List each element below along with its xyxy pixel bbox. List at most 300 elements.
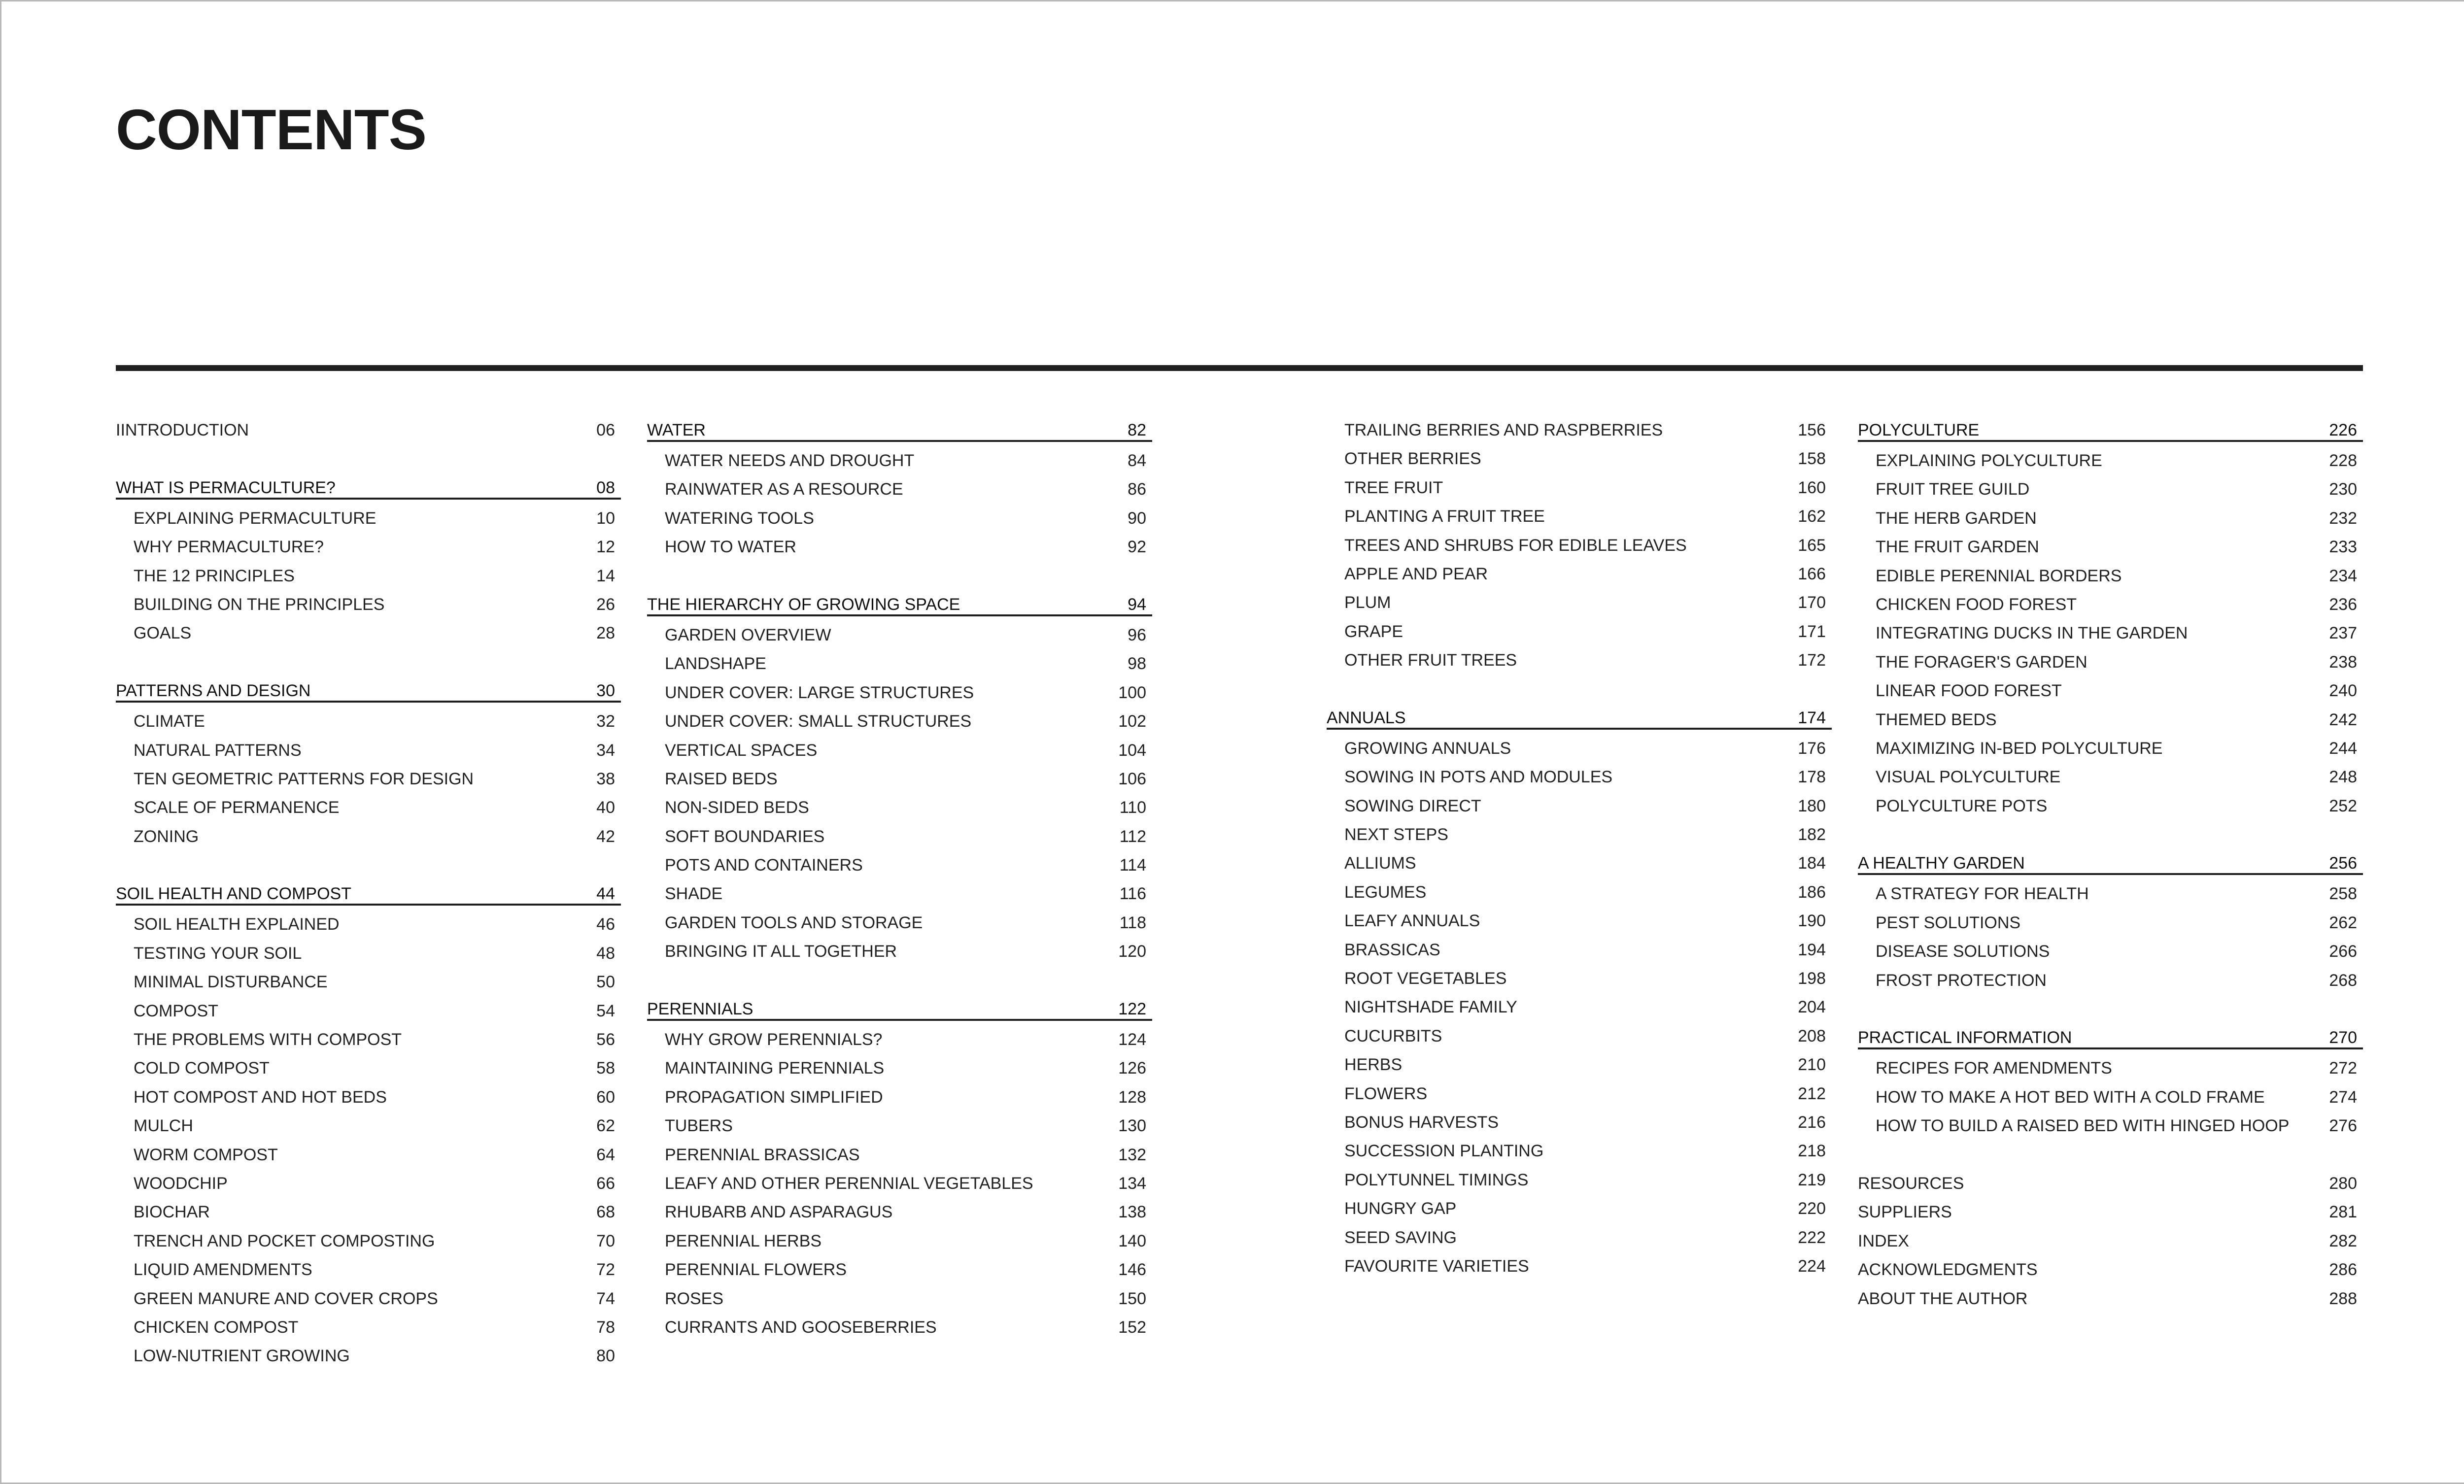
toc-page-number: 40: [596, 798, 615, 817]
toc-entry[interactable]: [1858, 621, 2363, 649]
toc-page-number: 86: [1128, 480, 1146, 499]
toc-entry[interactable]: [647, 767, 1152, 795]
toc-entry[interactable]: [116, 824, 621, 853]
toc-entry[interactable]: [1327, 1225, 1832, 1254]
toc-entry[interactable]: [1327, 1024, 1832, 1052]
toc-entry-title: GROWING ANNUALS: [1344, 739, 1511, 758]
title-divider: [116, 365, 2363, 371]
toc-entry-title: BIOCHAR: [134, 1203, 210, 1222]
toc-section-heading[interactable]: [1858, 418, 2363, 442]
toc-page-number: 114: [1119, 856, 1146, 875]
toc-entry[interactable]: [116, 970, 621, 998]
toc-entry[interactable]: [647, 1056, 1152, 1084]
toc-page-number: 165: [1798, 536, 1826, 555]
section-spacer: [647, 968, 1152, 997]
toc-entry[interactable]: [1327, 765, 1832, 793]
section-spacer: [116, 446, 621, 475]
toc-entry[interactable]: [647, 1200, 1152, 1228]
toc-entry[interactable]: [1327, 562, 1832, 590]
toc-column-1: [116, 418, 621, 1373]
toc-entry[interactable]: [1327, 1168, 1832, 1196]
toc-entry-title: WOODCHIP: [134, 1174, 228, 1193]
toc-entry-title: SOIL HEALTH EXPLAINED: [134, 915, 340, 934]
toc-page-number: 236: [2329, 595, 2357, 614]
toc-page-number: 208: [1798, 1026, 1826, 1046]
toc-entry-title: EDIBLE PERENNIAL BORDERS: [1876, 566, 2122, 585]
toc-entry[interactable]: [1858, 794, 2363, 822]
toc-entry[interactable]: [1858, 968, 2363, 997]
toc-entry-title: LIQUID AMENDMENTS: [134, 1260, 312, 1280]
toc-page-number: 230: [2329, 480, 2357, 499]
toc-entry[interactable]: [1858, 765, 2363, 793]
toc-entry[interactable]: [116, 912, 621, 941]
toc-entry-title: NON-SIDED BEDS: [665, 798, 809, 817]
toc-entry-title: RHUBARB AND ASPARAGUS: [665, 1203, 893, 1222]
toc-entry[interactable]: [647, 853, 1152, 881]
toc-entry-title: INDEX: [1858, 1231, 1909, 1250]
toc-entry[interactable]: [1858, 736, 2363, 765]
toc-page-number: 70: [596, 1231, 615, 1250]
toc-entry[interactable]: [1327, 1081, 1832, 1110]
toc-page-number: 12: [596, 538, 615, 557]
toc-page-number: 84: [1128, 451, 1146, 470]
toc-page-number: 94: [1128, 595, 1146, 614]
toc-entry[interactable]: [116, 1085, 621, 1113]
toc-entry[interactable]: [116, 1229, 621, 1257]
toc-entry[interactable]: [116, 767, 621, 795]
toc-page-number: 248: [2329, 768, 2357, 787]
toc-page-number: 50: [596, 973, 615, 992]
section-spacer: [1858, 1143, 2363, 1171]
toc-entry[interactable]: [1327, 938, 1832, 966]
toc-entry-title: LOW-NUTRIENT GROWING: [134, 1347, 350, 1366]
toc-top-level-entry[interactable]: [1858, 1257, 2363, 1286]
toc-entry[interactable]: [116, 564, 621, 592]
toc-page-number: 140: [1118, 1231, 1146, 1250]
toc-page-number: 226: [2329, 421, 2357, 439]
toc-entry-title: RESOURCES: [1858, 1174, 1964, 1193]
toc-page-number: 262: [2329, 913, 2357, 932]
toc-entry[interactable]: [116, 592, 621, 621]
toc-entry[interactable]: [116, 941, 621, 970]
toc-entry-title: WHY PERMACULTURE?: [134, 538, 324, 557]
toc-entry-title: TREES AND SHRUBS FOR EDIBLE LEAVES: [1344, 536, 1687, 555]
toc-entry-title: MULCH: [134, 1116, 193, 1136]
toc-entry-title: WHY GROW PERENNIALS?: [665, 1030, 883, 1049]
toc-page-number: 90: [1128, 508, 1146, 528]
toc-page-number: 44: [596, 884, 615, 904]
toc-entry[interactable]: [116, 535, 621, 563]
toc-page-number: 146: [1118, 1260, 1146, 1280]
toc-page-number: 218: [1798, 1142, 1826, 1161]
toc-entry-title: IINTRODUCTION: [116, 421, 249, 439]
toc-entry-title: HOW TO MAKE A HOT BED WITH A COLD FRAME: [1876, 1087, 2265, 1107]
toc-entry[interactable]: [647, 1315, 1152, 1344]
toc-entry-title: APPLE AND PEAR: [1344, 564, 1488, 583]
toc-page-number: 281: [2329, 1203, 2357, 1222]
toc-page-number: 72: [596, 1260, 615, 1280]
toc-page-number: 60: [596, 1087, 615, 1107]
toc-entry[interactable]: [116, 1286, 621, 1315]
toc-page-number: 10: [596, 508, 615, 528]
toc-page-number: 171: [1798, 622, 1826, 641]
toc-entry[interactable]: [1327, 880, 1832, 909]
toc-page-number: 30: [596, 681, 615, 701]
toc-page-number: 266: [2329, 942, 2357, 961]
toc-entry[interactable]: [116, 1171, 621, 1200]
toc-page-number: 38: [596, 769, 615, 788]
toc-page-number: 238: [2329, 652, 2357, 672]
toc-entry-title: SEED SAVING: [1344, 1228, 1457, 1247]
toc-page-number: 242: [2329, 710, 2357, 729]
toc-entry-title: BONUS HARVESTS: [1344, 1113, 1499, 1132]
toc-page-number: 66: [596, 1174, 615, 1193]
toc-entry-title: PERENNIALS: [647, 1000, 753, 1019]
toc-page-number: 106: [1118, 769, 1146, 788]
toc-section-heading[interactable]: [1858, 1025, 2363, 1049]
toc-entry[interactable]: [647, 651, 1152, 680]
toc-entry[interactable]: [647, 680, 1152, 709]
toc-entry[interactable]: [647, 623, 1152, 651]
toc-page-number: 276: [2329, 1116, 2357, 1136]
toc-entry[interactable]: [647, 506, 1152, 535]
toc-entry[interactable]: [1858, 911, 2363, 939]
toc-section-heading[interactable]: [1858, 851, 2363, 875]
toc-page-number: 110: [1119, 798, 1146, 817]
toc-entry-title: GREEN MANURE AND COVER CROPS: [134, 1289, 438, 1308]
toc-entry-title: POLYCULTURE POTS: [1876, 796, 2048, 815]
toc-entry-title: A STRATEGY FOR HEALTH: [1876, 884, 2089, 904]
toc-column-4: [1858, 418, 2363, 1315]
toc-entry[interactable]: [116, 1257, 621, 1286]
toc-column-2: [647, 418, 1152, 1344]
toc-entry[interactable]: [116, 621, 621, 649]
toc-entry[interactable]: [647, 738, 1152, 767]
toc-entry[interactable]: [116, 1113, 621, 1142]
toc-entry[interactable]: [1327, 995, 1832, 1023]
toc-page-number: 98: [1128, 654, 1146, 674]
toc-page-number: 232: [2329, 508, 2357, 528]
toc-entry-title: RAINWATER AS A RESOURCE: [665, 480, 903, 499]
toc-page-number: 234: [2329, 566, 2357, 585]
toc-entry[interactable]: [1858, 939, 2363, 968]
toc-page-number: 182: [1798, 825, 1826, 844]
toc-entry-title: UNDER COVER: LARGE STRUCTURES: [665, 683, 974, 702]
toc-entry-title: EXPLAINING POLYCULTURE: [1876, 451, 2102, 470]
toc-entry[interactable]: [1327, 822, 1832, 851]
toc-entry-title: GOALS: [134, 624, 192, 643]
toc-section-heading[interactable]: [647, 418, 1152, 442]
toc-page-number: 112: [1119, 827, 1146, 846]
toc-entry[interactable]: [116, 709, 621, 738]
toc-entry-title: PERENNIAL FLOWERS: [665, 1260, 847, 1280]
section-spacer: [116, 853, 621, 881]
toc-entry[interactable]: [116, 1315, 621, 1344]
toc-page-number: 282: [2329, 1231, 2357, 1250]
toc-entry[interactable]: [116, 999, 621, 1027]
toc-page-number: 280: [2329, 1174, 2357, 1193]
toc-entry-title: BRASSICAS: [1344, 940, 1440, 959]
toc-entry[interactable]: [1327, 1254, 1832, 1282]
toc-entry-title: HOT COMPOST AND HOT BEDS: [134, 1087, 387, 1107]
toc-entry[interactable]: [647, 709, 1152, 738]
toc-entry-title: ABOUT THE AUTHOR: [1858, 1289, 2028, 1308]
toc-page-number: 104: [1118, 741, 1146, 760]
toc-entry[interactable]: [1327, 504, 1832, 533]
toc-page-number: 06: [596, 421, 615, 439]
toc-top-level-entry[interactable]: [1858, 1286, 2363, 1315]
toc-section-heading[interactable]: [647, 592, 1152, 616]
toc-entry[interactable]: [647, 1085, 1152, 1113]
toc-entry-title: ZONING: [134, 827, 199, 846]
toc-page-number: 80: [596, 1347, 615, 1366]
toc-entry-title: ANNUALS: [1327, 708, 1406, 727]
toc-entry-title: SOWING DIRECT: [1344, 796, 1481, 815]
toc-page-number: 158: [1798, 449, 1826, 469]
toc-entry[interactable]: [1858, 1113, 2363, 1142]
toc-entry-title: THE FRUIT GARDEN: [1876, 538, 2039, 557]
toc-entry[interactable]: [1858, 448, 2363, 477]
toc-page-number: 54: [596, 1001, 615, 1020]
toc-entry[interactable]: [1327, 648, 1832, 676]
toc-entry[interactable]: [1327, 619, 1832, 648]
toc-page-number: 174: [1798, 708, 1826, 727]
toc-page-number: 180: [1798, 796, 1826, 815]
toc-entry[interactable]: [1858, 506, 2363, 535]
toc-entry[interactable]: [1327, 1196, 1832, 1225]
toc-page-number: 178: [1798, 768, 1826, 787]
toc-entry-title: LEGUMES: [1344, 882, 1427, 902]
toc-entry[interactable]: [1327, 418, 1832, 446]
toc-page-number: 152: [1118, 1317, 1146, 1337]
toc-entry-title: ALLIUMS: [1344, 854, 1416, 873]
toc-entry-title: NATURAL PATTERNS: [134, 741, 302, 760]
toc-entry-title: MINIMAL DISTURBANCE: [134, 973, 328, 992]
toc-section-heading[interactable]: [116, 475, 621, 500]
toc-entry-title: TUBERS: [665, 1116, 733, 1136]
toc-page-number: 28: [596, 624, 615, 643]
toc-page-number: 244: [2329, 739, 2357, 758]
toc-entry[interactable]: [116, 1344, 621, 1372]
toc-page-number: 122: [1118, 1000, 1146, 1019]
toc-entry[interactable]: [1858, 1085, 2363, 1113]
toc-entry[interactable]: [1858, 477, 2363, 506]
toc-entry[interactable]: [1327, 1110, 1832, 1139]
toc-page-number: 62: [596, 1116, 615, 1136]
toc-entry-title: THE HIERARCHY OF GROWING SPACE: [647, 595, 960, 614]
toc-page-number: 78: [596, 1317, 615, 1337]
toc-page-number: 138: [1118, 1203, 1146, 1222]
toc-entry-title: SCALE OF PERMANENCE: [134, 798, 340, 817]
toc-entry[interactable]: [116, 1143, 621, 1171]
toc-page-number: 58: [596, 1059, 615, 1078]
toc-page-number: 96: [1128, 625, 1146, 644]
toc-entry[interactable]: [647, 448, 1152, 477]
toc-entry-title: TRAILING BERRIES AND RASPBERRIES: [1344, 421, 1663, 439]
toc-entry-title: GARDEN TOOLS AND STORAGE: [665, 913, 923, 932]
toc-section-heading[interactable]: [116, 678, 621, 703]
toc-entry-title: THE 12 PRINCIPLES: [134, 566, 295, 585]
toc-entry-title: HUNGRY GAP: [1344, 1199, 1457, 1218]
toc-top-level-entry[interactable]: [116, 418, 621, 446]
toc-entry-title: COMPOST: [134, 1001, 218, 1020]
toc-page-number: 160: [1798, 478, 1826, 497]
toc-top-level-entry[interactable]: [1858, 1171, 2363, 1200]
toc-entry-title: BUILDING ON THE PRINCIPLES: [134, 595, 385, 614]
toc-entry[interactable]: [1858, 1056, 2363, 1084]
toc-page-number: 228: [2329, 451, 2357, 470]
toc-page-number: 184: [1798, 854, 1826, 873]
toc-entry[interactable]: [116, 1200, 621, 1228]
toc-page-number: 237: [2329, 624, 2357, 643]
toc-entry[interactable]: [1327, 590, 1832, 619]
toc-page-number: 258: [2329, 884, 2357, 904]
toc-page-number: 204: [1798, 998, 1826, 1017]
toc-page-number: 170: [1798, 593, 1826, 612]
toc-page-number: 124: [1118, 1030, 1146, 1049]
toc-entry[interactable]: [647, 1113, 1152, 1142]
toc-page-number: 198: [1798, 969, 1826, 988]
toc-entry[interactable]: [647, 535, 1152, 563]
toc-page-number: 286: [2329, 1260, 2357, 1280]
toc-entry[interactable]: [1858, 592, 2363, 621]
toc-entry[interactable]: [116, 1056, 621, 1084]
toc-entry-title: THE HERB GARDEN: [1876, 508, 2037, 528]
toc-entry[interactable]: [1327, 966, 1832, 995]
toc-entry[interactable]: [116, 738, 621, 767]
toc-page-number: 252: [2329, 796, 2357, 815]
toc-page-number: 56: [596, 1030, 615, 1049]
toc-entry[interactable]: [647, 477, 1152, 506]
toc-page-number: 256: [2329, 854, 2357, 873]
toc-top-level-entry[interactable]: [1858, 1200, 2363, 1228]
toc-entry[interactable]: [647, 824, 1152, 853]
toc-entry-title: ROOT VEGETABLES: [1344, 969, 1507, 988]
toc-entry-title: LINEAR FOOD FOREST: [1876, 681, 2062, 701]
toc-page-number: 272: [2329, 1059, 2357, 1078]
toc-page-number: 120: [1118, 942, 1146, 961]
toc-entry[interactable]: [1327, 909, 1832, 937]
toc-top-level-entry[interactable]: [1858, 1229, 2363, 1257]
toc-page-number: 240: [2329, 681, 2357, 701]
toc-section-heading[interactable]: [647, 997, 1152, 1021]
toc-page-number: 166: [1798, 564, 1826, 583]
toc-entry[interactable]: [647, 1027, 1152, 1056]
toc-entry-title: HOW TO BUILD A RAISED BED WITH HINGED HOOP: [1876, 1116, 2290, 1136]
toc-entry[interactable]: [1327, 533, 1832, 562]
toc-page-number: 268: [2329, 971, 2357, 990]
toc-entry-title: PEST SOLUTIONS: [1876, 913, 2021, 932]
toc-entry-title: FRUIT TREE GUILD: [1876, 480, 2030, 499]
toc-entry[interactable]: [647, 1286, 1152, 1315]
toc-page-number: 118: [1119, 913, 1146, 932]
toc-page-number: 08: [596, 478, 615, 497]
section-spacer: [1858, 822, 2363, 851]
toc-entry[interactable]: [647, 911, 1152, 939]
toc-entry-title: CHICKEN FOOD FOREST: [1876, 595, 2077, 614]
toc-entry[interactable]: [647, 881, 1152, 910]
toc-section-heading[interactable]: [1327, 706, 1832, 730]
toc-page-number: 46: [596, 915, 615, 934]
toc-entry[interactable]: [1327, 446, 1832, 475]
toc-page-number: 274: [2329, 1087, 2357, 1107]
toc-entry-title: POLYCULTURE: [1858, 421, 1980, 439]
toc-section-heading[interactable]: [116, 881, 621, 906]
toc-entry-title: PERENNIAL HERBS: [665, 1231, 822, 1250]
toc-entry-title: RECIPES FOR AMENDMENTS: [1876, 1059, 2112, 1078]
toc-entry-title: RAISED BEDS: [665, 769, 778, 788]
toc-entry[interactable]: [647, 1143, 1152, 1171]
toc-entry[interactable]: [1327, 794, 1832, 822]
toc-entry[interactable]: [1327, 1139, 1832, 1167]
toc-entry[interactable]: [116, 795, 621, 824]
toc-entry[interactable]: [1327, 736, 1832, 765]
toc-entry-title: LEAFY AND OTHER PERENNIAL VEGETABLES: [665, 1174, 1033, 1193]
toc-entry[interactable]: [1858, 535, 2363, 563]
toc-entry[interactable]: [1858, 708, 2363, 736]
toc-page-number: 132: [1118, 1145, 1146, 1164]
toc-page-number: 100: [1118, 683, 1146, 702]
toc-page-number: 220: [1798, 1199, 1826, 1218]
toc-column-3: [1327, 418, 1832, 1282]
toc-page-number: 32: [596, 712, 615, 731]
toc-entry[interactable]: [116, 506, 621, 535]
toc-page-number: 172: [1798, 651, 1826, 670]
toc-page-number: 216: [1798, 1113, 1826, 1132]
toc-page-number: 222: [1798, 1228, 1826, 1247]
toc-entry-title: LEAFY ANNUALS: [1344, 911, 1480, 931]
toc-entry-title: BRINGING IT ALL TOGETHER: [665, 942, 897, 961]
toc-entry-title: COLD COMPOST: [134, 1059, 270, 1078]
toc-page-number: 34: [596, 741, 615, 760]
toc-entry-title: FROST PROTECTION: [1876, 971, 2047, 990]
toc-entry-title: PLUM: [1344, 593, 1391, 612]
toc-entry[interactable]: [116, 1027, 621, 1056]
toc-entry-title: ROSES: [665, 1289, 724, 1308]
toc-entry-title: SUPPLIERS: [1858, 1203, 1952, 1222]
toc-entry[interactable]: [647, 1257, 1152, 1286]
toc-entry-title: FAVOURITE VARIETIES: [1344, 1256, 1529, 1276]
toc-entry[interactable]: [647, 1171, 1152, 1200]
toc-entry[interactable]: [647, 1229, 1152, 1257]
toc-page-number: 92: [1128, 538, 1146, 557]
toc-entry-title: MAINTAINING PERENNIALS: [665, 1059, 885, 1078]
toc-entry[interactable]: [647, 939, 1152, 968]
toc-entry[interactable]: [1327, 1052, 1832, 1081]
toc-entry-title: FLOWERS: [1344, 1084, 1428, 1103]
toc-entry-title: GARDEN OVERVIEW: [665, 625, 831, 644]
toc-entry-title: UNDER COVER: SMALL STRUCTURES: [665, 712, 972, 731]
toc-entry-title: PRACTICAL INFORMATION: [1858, 1028, 2072, 1047]
toc-entry-title: OTHER FRUIT TREES: [1344, 651, 1517, 670]
toc-page-number: 64: [596, 1145, 615, 1164]
toc-page-number: 270: [2329, 1028, 2357, 1047]
toc-entry-title: CLIMATE: [134, 712, 205, 731]
toc-entry[interactable]: [1858, 678, 2363, 707]
toc-entry[interactable]: [647, 795, 1152, 824]
toc-entry[interactable]: [1858, 650, 2363, 678]
toc-entry[interactable]: [1327, 851, 1832, 879]
toc-entry[interactable]: [1858, 881, 2363, 910]
toc-page-number: 162: [1798, 507, 1826, 526]
toc-entry[interactable]: [1858, 564, 2363, 592]
toc-entry-title: VERTICAL SPACES: [665, 741, 818, 760]
toc-page-number: 126: [1118, 1059, 1146, 1078]
toc-entry[interactable]: [1327, 475, 1832, 504]
toc-page-number: 190: [1798, 911, 1826, 931]
toc-page-number: 128: [1118, 1087, 1146, 1107]
toc-entry-title: NEXT STEPS: [1344, 825, 1448, 844]
